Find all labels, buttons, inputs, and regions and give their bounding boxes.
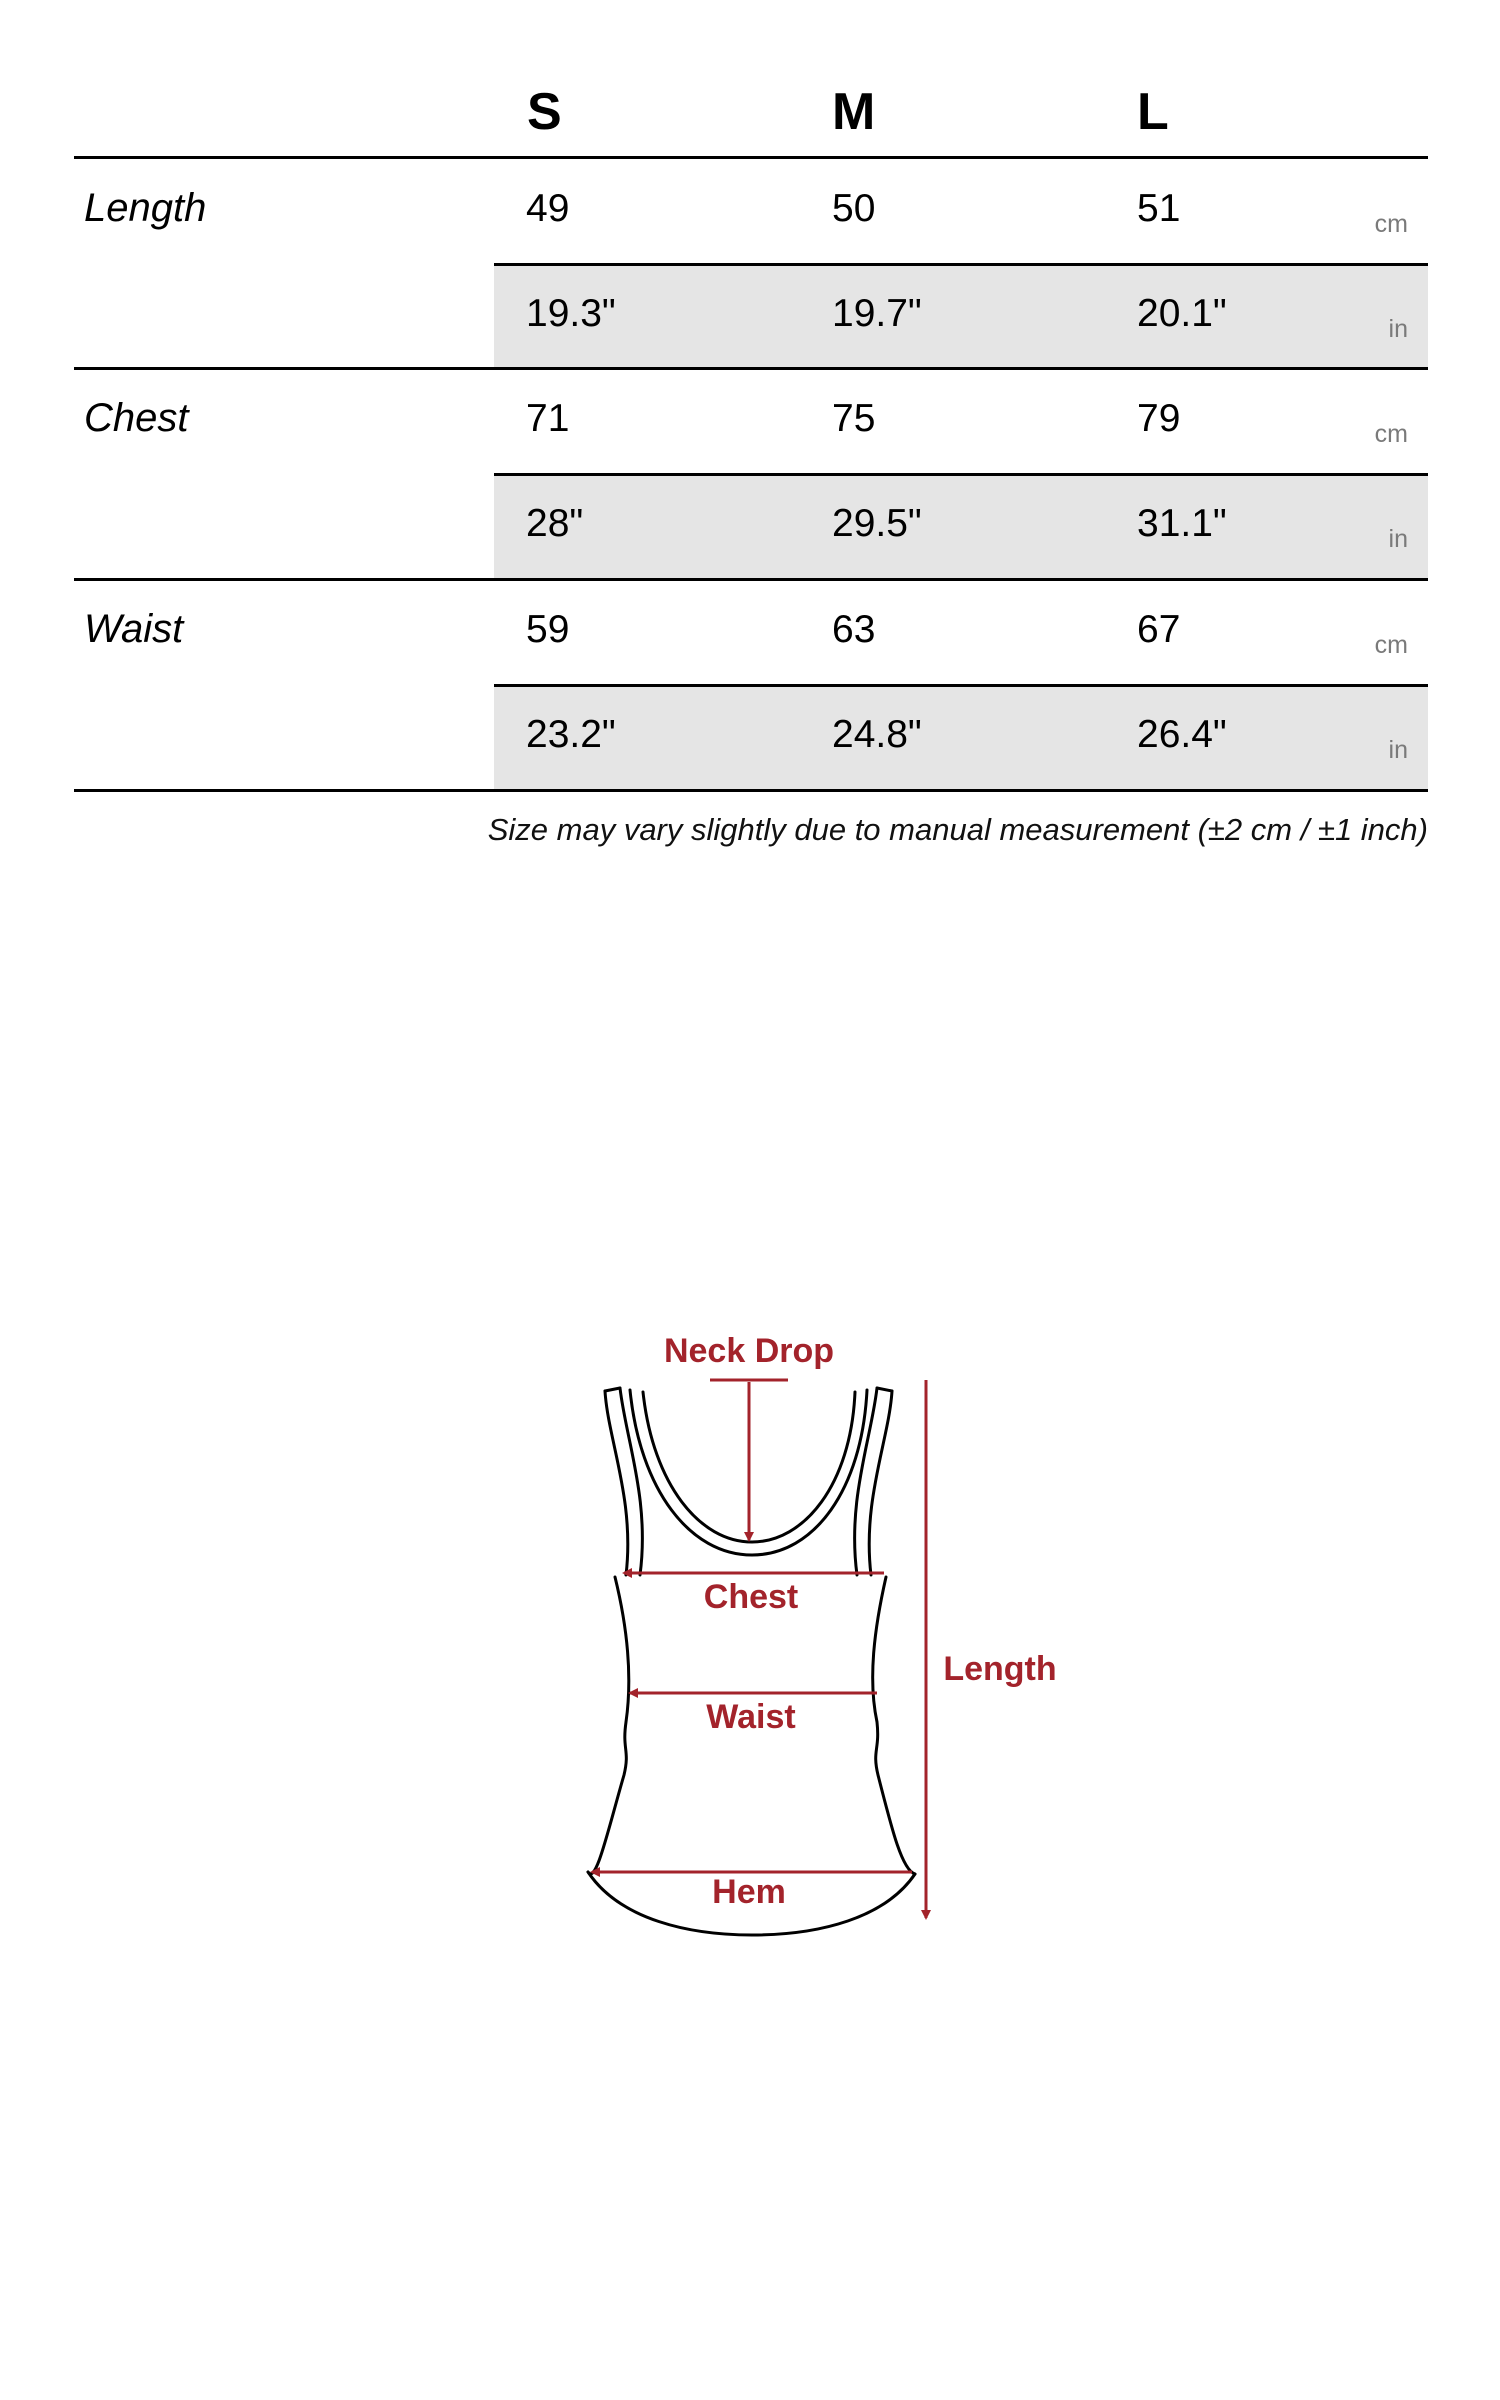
cell-chest-l-in: 31.1" [1137, 502, 1227, 545]
cell-waist-l-cm: 67 [1137, 608, 1181, 651]
cell-length-s-cm: 49 [526, 187, 570, 230]
cell-length-l-cm: 51 [1137, 187, 1181, 230]
tank-top-outline [588, 1388, 915, 1935]
label-hem: Hem [712, 1873, 786, 1911]
cell-waist-s-in: 23.2" [526, 713, 616, 756]
cell-length-s-in: 19.3" [526, 292, 616, 335]
label-chest: Chest [703, 1578, 799, 1616]
row-label-waist: Waist [84, 607, 184, 651]
cell-chest-s-cm: 71 [526, 397, 570, 440]
label-waist: Waist [706, 1698, 796, 1736]
cell-length-m-in: 19.7" [832, 292, 922, 335]
cell-chest-l-cm: 79 [1137, 397, 1181, 440]
row-label-chest: Chest [84, 396, 189, 440]
cell-waist-m-in: 24.8" [832, 713, 922, 756]
label-neck-drop: Neck Drop [663, 1332, 835, 1370]
unit-cm: cm [1374, 631, 1408, 659]
size-header-m: M [832, 83, 876, 141]
row-label-length: Length [84, 186, 207, 230]
cell-length-m-cm: 50 [832, 187, 876, 230]
unit-in: in [1388, 525, 1408, 553]
unit-cm: cm [1374, 210, 1408, 238]
cell-waist-m-cm: 63 [832, 608, 876, 651]
measurement-note: Size may vary slightly due to manual measurement (±2 cm / ±1 inch) [487, 812, 1428, 847]
cell-length-l-in: 20.1" [1137, 292, 1227, 335]
cell-waist-s-cm: 59 [526, 608, 570, 651]
label-length: Length [943, 1650, 1057, 1688]
unit-cm: cm [1374, 420, 1408, 448]
cell-chest-m-cm: 75 [832, 397, 876, 440]
cell-chest-s-in: 28" [526, 502, 584, 545]
cell-waist-l-in: 26.4" [1137, 713, 1227, 756]
unit-in: in [1388, 736, 1408, 764]
measurement-arrows [592, 1380, 926, 1918]
cell-chest-m-in: 29.5" [832, 502, 922, 545]
size-header-l: L [1137, 83, 1169, 141]
size-header-s: S [527, 83, 562, 141]
unit-in: in [1388, 315, 1408, 343]
